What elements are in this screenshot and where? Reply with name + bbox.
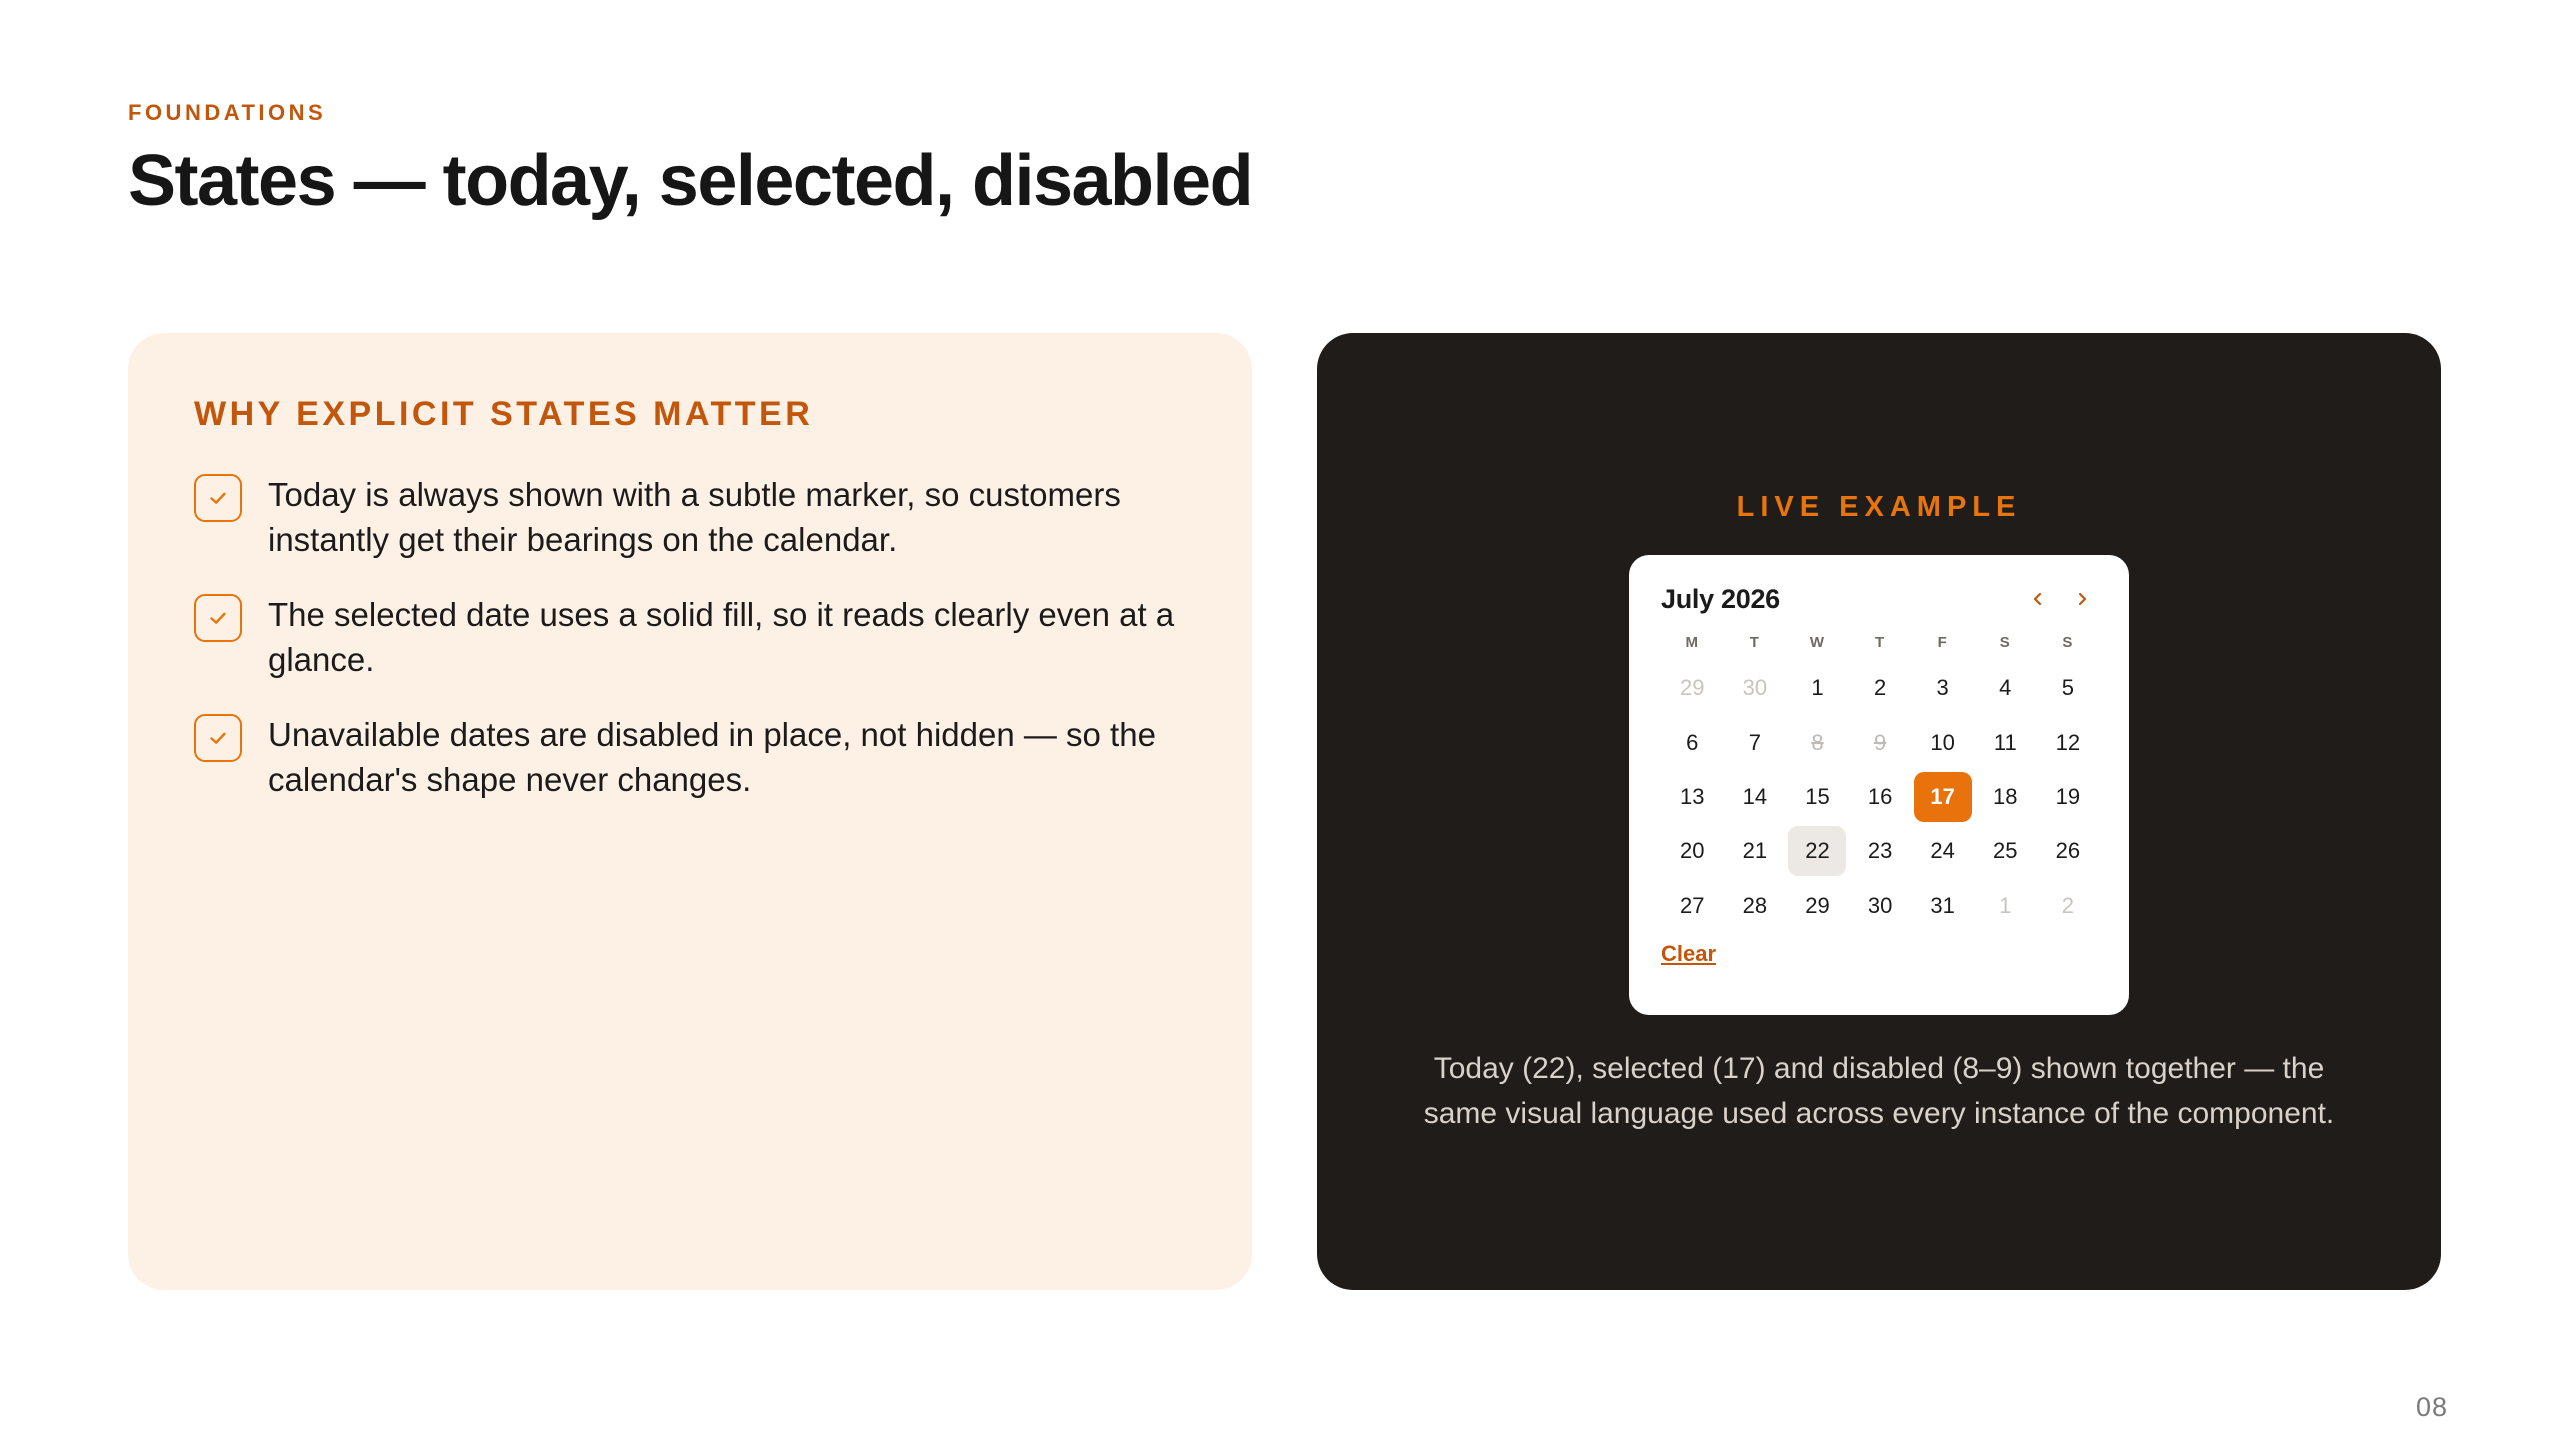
calendar-day-normal[interactable] bbox=[1724, 824, 1787, 878]
calendar-day-normal[interactable] bbox=[1911, 661, 1974, 715]
calendar-day-normal[interactable] bbox=[2037, 715, 2100, 769]
calendar-day-label: 13 bbox=[1680, 783, 1705, 809]
weekday-label: T bbox=[1874, 634, 1886, 651]
calendar-widget bbox=[1629, 555, 2129, 1015]
weekday-label: W bbox=[1809, 634, 1826, 651]
clear-link[interactable]: Clear bbox=[1661, 940, 1717, 966]
weekday-label: S bbox=[2062, 634, 2074, 651]
calendar-day-label: 25 bbox=[1993, 838, 2018, 864]
calendar-day-normal[interactable] bbox=[1911, 879, 1974, 933]
calendar-day-normal[interactable] bbox=[1724, 715, 1787, 769]
calendar-day-label: 9 bbox=[1873, 729, 1887, 755]
calendar-day-other bbox=[1724, 661, 1787, 715]
calendar-weekdays bbox=[1661, 629, 2097, 657]
calendar-day-normal[interactable] bbox=[2037, 661, 2100, 715]
calendar-day-normal[interactable] bbox=[1661, 770, 1724, 824]
calendar-day-label: 11 bbox=[1993, 729, 2017, 755]
calendar-day-label: 19 bbox=[2055, 783, 2081, 809]
check-icon bbox=[194, 714, 242, 762]
page-number: 08 bbox=[2415, 1392, 2448, 1422]
calendar-day-label: 27 bbox=[1680, 892, 1705, 918]
calendar-day-label: 10 bbox=[1930, 729, 1955, 755]
reason-item bbox=[194, 472, 1186, 562]
calendar-day-normal[interactable] bbox=[1724, 879, 1787, 933]
calendar-header bbox=[1661, 581, 2097, 617]
check-icon bbox=[194, 594, 242, 642]
reasons-list bbox=[194, 472, 1186, 802]
prev-month-button[interactable] bbox=[2023, 584, 2053, 614]
check-icon bbox=[194, 474, 242, 522]
calendar-day-normal[interactable] bbox=[1661, 879, 1724, 933]
reason-item bbox=[194, 592, 1186, 682]
calendar-day-normal[interactable] bbox=[2037, 824, 2100, 878]
reason-text: The selected date uses a solid fill, so it reads clearly even at a glance. bbox=[268, 596, 1175, 678]
calendar-day-other bbox=[1974, 879, 2037, 933]
calendar-day-label: 12 bbox=[2055, 729, 2081, 755]
calendar-day-label: 8 bbox=[1811, 729, 1824, 755]
calendar-day-disabled bbox=[1786, 715, 1849, 769]
calendar-day-label: 2 bbox=[2061, 892, 2074, 918]
weekday-label: T bbox=[1749, 634, 1760, 651]
calendar-day-normal[interactable] bbox=[1911, 715, 1974, 769]
calendar-day-normal[interactable] bbox=[1849, 824, 1912, 878]
calendar-day-label: 5 bbox=[2061, 675, 2074, 701]
calendar-day-label: 1 bbox=[1811, 675, 1824, 701]
calendar-day-normal[interactable] bbox=[1911, 824, 1974, 878]
calendar-day-normal[interactable] bbox=[1786, 661, 1849, 715]
calendar-day-other bbox=[2037, 879, 2100, 933]
calendar-month-label: July 2026 bbox=[1661, 583, 1780, 614]
why-states-card bbox=[128, 333, 1252, 1290]
calendar-day-normal[interactable] bbox=[1974, 715, 2037, 769]
calendar-day-label: 23 bbox=[1867, 838, 1893, 864]
calendar-day-label: 7 bbox=[1748, 729, 1762, 755]
next-month-button[interactable] bbox=[2067, 584, 2097, 614]
calendar-day-normal[interactable] bbox=[1974, 661, 2037, 715]
calendar-day-label: 4 bbox=[1999, 675, 2012, 701]
calendar-day-normal[interactable] bbox=[1661, 824, 1724, 878]
chevron-right-icon bbox=[2074, 591, 2090, 607]
calendar-day-normal[interactable] bbox=[1849, 770, 1912, 824]
reason-text: Today is always shown with a subtle marker, so customers instantly get their bearings on the calendar. bbox=[268, 476, 1121, 558]
calendar-day-normal[interactable] bbox=[1661, 715, 1724, 769]
calendar-day-normal[interactable] bbox=[1724, 770, 1787, 824]
calendar-day-label: 28 bbox=[1742, 892, 1768, 918]
calendar-day-normal[interactable] bbox=[1974, 824, 2037, 878]
calendar-day-normal[interactable] bbox=[1786, 770, 1849, 824]
calendar-day-normal[interactable] bbox=[2037, 770, 2100, 824]
weekday-label: F bbox=[1937, 634, 1948, 651]
calendar-day-today[interactable] bbox=[1786, 824, 1849, 878]
calendar-day-normal[interactable] bbox=[1849, 879, 1912, 933]
calendar-day-label: 6 bbox=[1686, 729, 1699, 755]
calendar-day-label: 29 bbox=[1805, 892, 1830, 918]
chevron-left-icon bbox=[2030, 591, 2046, 607]
calendar-day-label: 21 bbox=[1742, 838, 1768, 864]
page-title: States — today, selected, disabled bbox=[128, 141, 1253, 221]
calendar-day-label: 26 bbox=[2055, 838, 2081, 864]
calendar-day-label: 29 bbox=[1680, 675, 1705, 701]
reason-text: Unavailable dates are disabled in place, not hidden — so the calendar's shape never changes. bbox=[268, 716, 1156, 798]
calendar-day-label: 18 bbox=[1993, 783, 2018, 809]
calendar-day-normal[interactable] bbox=[1849, 661, 1912, 715]
calendar-day-other bbox=[1661, 661, 1724, 715]
calendar-day-label: 2 bbox=[1873, 675, 1887, 701]
calendar-day-label: 30 bbox=[1742, 675, 1768, 701]
calendar-days-grid bbox=[1661, 661, 2097, 933]
calendar-day-normal[interactable] bbox=[1786, 879, 1849, 933]
example-caption: Today (22), selected (17) and disabled (8–9) shown together — the same visual language used across every instance of the component. bbox=[1423, 1052, 2335, 1130]
calendar-day-label: 31 bbox=[1930, 892, 1955, 918]
calendar-day-label: 20 bbox=[1680, 838, 1705, 864]
calendar-day-label: 16 bbox=[1867, 783, 1893, 809]
reason-item bbox=[194, 712, 1186, 802]
calendar-day-normal[interactable] bbox=[1974, 770, 2037, 824]
weekday-label: S bbox=[1999, 634, 2011, 651]
calendar-day-label: 22 bbox=[1788, 826, 1846, 876]
calendar-day-label: 30 bbox=[1867, 892, 1893, 918]
calendar-day-label: 3 bbox=[1936, 675, 1949, 701]
calendar-day-label: 1 bbox=[1999, 892, 2012, 918]
calendar-day-label: 17 bbox=[1914, 772, 1972, 822]
eyebrow: FOUNDATIONS bbox=[128, 100, 327, 125]
weekday-label: M bbox=[1685, 634, 1700, 651]
calendar-day-label: 15 bbox=[1805, 783, 1830, 809]
live-example-label: LIVE EXAMPLE bbox=[1736, 491, 2022, 523]
why-heading: WHY EXPLICIT STATES MATTER bbox=[194, 395, 814, 433]
calendar-nav bbox=[2023, 584, 2097, 614]
calendar-day-label: 24 bbox=[1930, 838, 1955, 864]
calendar-day-label: 14 bbox=[1742, 783, 1768, 809]
live-example-card bbox=[1317, 333, 2441, 1290]
calendar-day-selected[interactable] bbox=[1911, 770, 1974, 824]
calendar-day-disabled bbox=[1849, 715, 1912, 769]
